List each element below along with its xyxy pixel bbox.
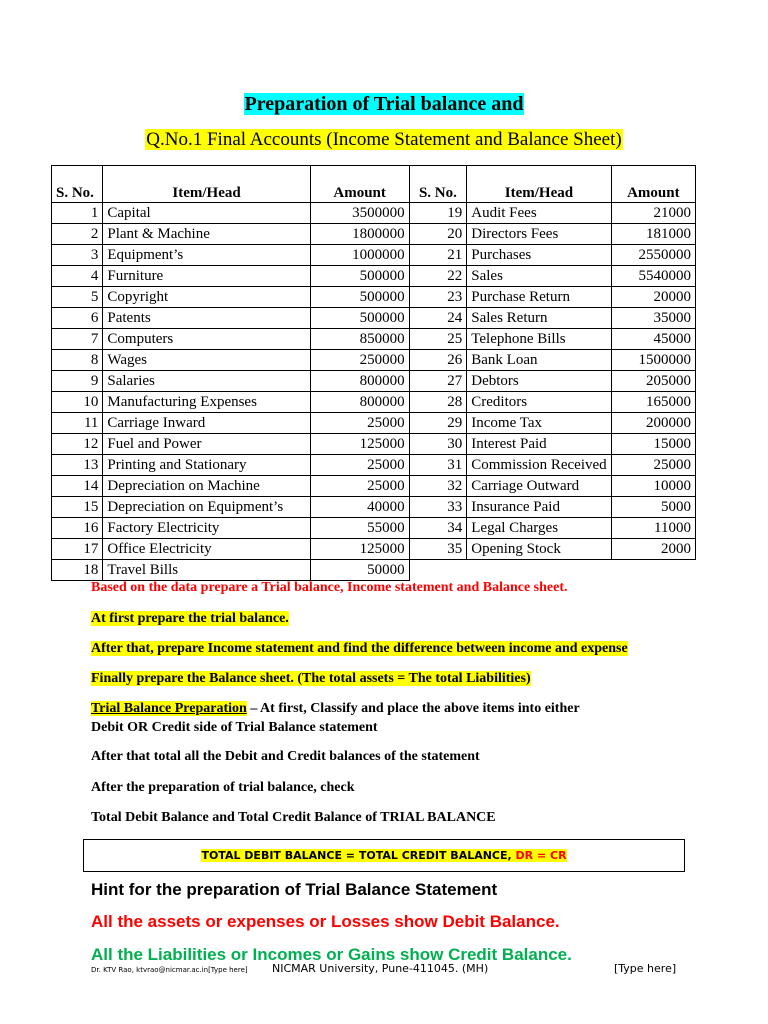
- table-row: [52, 476, 696, 497]
- cell-item: Travel Bills: [103, 560, 310, 581]
- footer-right: [Type here]: [614, 962, 677, 975]
- cell-amount: 5540000: [611, 266, 695, 287]
- cell-sno: 28: [409, 392, 467, 413]
- cell-item: Creditors: [467, 392, 611, 413]
- table-row: [52, 287, 696, 308]
- instruction-line-5-continued: Debit OR Credit side of Trial Balance statement: [91, 720, 378, 735]
- cell-item: Wages: [103, 350, 310, 371]
- instruction-line-2: At first prepare the trial balance.: [91, 611, 289, 626]
- cell-item: Commission Received: [467, 455, 611, 476]
- cell-sno: 35: [409, 539, 467, 560]
- table-row: [52, 392, 696, 413]
- cell-amount: [611, 560, 695, 581]
- cell-sno: 21: [409, 245, 467, 266]
- hint-credit: All the Liabilities or Incomes or Gains show Credit Balance.: [91, 945, 572, 964]
- cell-item: Audit Fees: [467, 203, 611, 224]
- cell-item: Plant & Machine: [103, 224, 310, 245]
- cell-sno: 34: [409, 518, 467, 539]
- table-header-row: [52, 166, 696, 203]
- cell-item: Sales: [467, 266, 611, 287]
- cell-amount: 165000: [611, 392, 695, 413]
- items-table: [51, 165, 696, 581]
- cell-amount: 800000: [310, 392, 409, 413]
- cell-amount: 1000000: [310, 245, 409, 266]
- cell-amount: 500000: [310, 308, 409, 329]
- header-sno-1: S. No.: [52, 166, 103, 203]
- table-row: [52, 203, 696, 224]
- cell-sno: 14: [52, 476, 103, 497]
- cell-sno: 8: [52, 350, 103, 371]
- cell-sno: 11: [52, 413, 103, 434]
- hint-heading: Hint for the preparation of Trial Balance Statement: [91, 880, 498, 899]
- instruction-line-8: Total Debit Balance and Total Credit Balance of TRIAL BALANCE: [91, 810, 496, 825]
- cell-amount: 850000: [310, 329, 409, 350]
- cell-sno: 7: [52, 329, 103, 350]
- instruction-line-6: After that total all the Debit and Credit balances of the statement: [91, 749, 480, 764]
- cell-item: Capital: [103, 203, 310, 224]
- cell-item: Factory Electricity: [103, 518, 310, 539]
- cell-item: Office Electricity: [103, 539, 310, 560]
- dr-cr-abbr: DR = CR: [515, 849, 567, 862]
- table-row: [52, 245, 696, 266]
- cell-item: Sales Return: [467, 308, 611, 329]
- table-row: [52, 455, 696, 476]
- cell-sno: 10: [52, 392, 103, 413]
- cell-sno: 17: [52, 539, 103, 560]
- cell-amount: 25000: [611, 455, 695, 476]
- cell-sno: 24: [409, 308, 467, 329]
- cell-item: Legal Charges: [467, 518, 611, 539]
- cell-sno: 5: [52, 287, 103, 308]
- footer-center: NICMAR University, Pune-411045. (MH): [272, 962, 489, 975]
- cell-sno: 22: [409, 266, 467, 287]
- cell-amount: 500000: [310, 266, 409, 287]
- cell-item: Manufacturing Expenses: [103, 392, 310, 413]
- cell-sno: 31: [409, 455, 467, 476]
- table-row: [52, 371, 696, 392]
- cell-amount: 2000: [611, 539, 695, 560]
- cell-amount: 800000: [310, 371, 409, 392]
- table-row: [52, 560, 696, 581]
- cell-sno: 16: [52, 518, 103, 539]
- cell-amount: 11000: [611, 518, 695, 539]
- cell-item: Depreciation on Equipment’s: [103, 497, 310, 518]
- cell-sno: 27: [409, 371, 467, 392]
- header-sno-2: S. No.: [409, 166, 467, 203]
- cell-sno: 12: [52, 434, 103, 455]
- cell-amount: 55000: [310, 518, 409, 539]
- cell-sno: 15: [52, 497, 103, 518]
- cell-amount: 2550000: [611, 245, 695, 266]
- cell-item: Purchase Return: [467, 287, 611, 308]
- cell-sno: 29: [409, 413, 467, 434]
- header-item-1: Item/Head: [103, 166, 310, 203]
- cell-amount: 500000: [310, 287, 409, 308]
- cell-sno: 6: [52, 308, 103, 329]
- cell-sno: 26: [409, 350, 467, 371]
- cell-sno: 20: [409, 224, 467, 245]
- footer-left: Dr. KTV Rao, ktvrao@nicmar.ac.in[Type here]: [91, 966, 248, 974]
- hint-debit: All the assets or expenses or Losses show Debit Balance.: [91, 912, 560, 931]
- table-row: [52, 266, 696, 287]
- cell-item: Carriage Inward: [103, 413, 310, 434]
- cell-amount: 25000: [310, 476, 409, 497]
- cell-item: Carriage Outward: [467, 476, 611, 497]
- cell-sno: 32: [409, 476, 467, 497]
- cell-sno: 18: [52, 560, 103, 581]
- cell-amount: 21000: [611, 203, 695, 224]
- cell-item: Depreciation on Machine: [103, 476, 310, 497]
- cell-sno: 9: [52, 371, 103, 392]
- cell-amount: 25000: [310, 413, 409, 434]
- cell-sno: 23: [409, 287, 467, 308]
- cell-item: Debtors: [467, 371, 611, 392]
- cell-item: Fuel and Power: [103, 434, 310, 455]
- table-row: [52, 413, 696, 434]
- cell-sno: [409, 560, 467, 581]
- cell-amount: 205000: [611, 371, 695, 392]
- table-row: [52, 308, 696, 329]
- table-row: [52, 518, 696, 539]
- cell-item: Furniture: [103, 266, 310, 287]
- table-row: [52, 350, 696, 371]
- instruction-line-4: Finally prepare the Balance sheet. (The total assets = The total Liabilities): [91, 671, 531, 686]
- header-amount-2: Amount: [611, 166, 695, 203]
- cell-amount: 200000: [611, 413, 695, 434]
- cell-item: Telephone Bills: [467, 329, 611, 350]
- instruction-line-3: After that, prepare Income statement and find the difference between income and expense: [91, 641, 628, 656]
- cell-sno: 33: [409, 497, 467, 518]
- cell-item: Patents: [103, 308, 310, 329]
- cell-item: Interest Paid: [467, 434, 611, 455]
- cell-amount: 40000: [310, 497, 409, 518]
- cell-amount: 25000: [310, 455, 409, 476]
- dr-cr-box-text: TOTAL DEBIT BALANCE = TOTAL CREDIT BALANCE,: [201, 849, 516, 862]
- instruction-line-5: Trial Balance Preparation – At first, Classify and place the above items into either: [91, 701, 580, 716]
- cell-amount: 20000: [611, 287, 695, 308]
- cell-sno: 30: [409, 434, 467, 455]
- cell-amount: 1800000: [310, 224, 409, 245]
- cell-sno: 1: [52, 203, 103, 224]
- cell-item: Purchases: [467, 245, 611, 266]
- cell-amount: 125000: [310, 434, 409, 455]
- document-subtitle: Q.No.1 Final Accounts (Income Statement and Balance Sheet): [146, 129, 622, 150]
- table-row: [52, 329, 696, 350]
- cell-sno: 25: [409, 329, 467, 350]
- cell-amount: 10000: [611, 476, 695, 497]
- dr-cr-box: [83, 839, 685, 872]
- cell-item: Opening Stock: [467, 539, 611, 560]
- cell-sno: 13: [52, 455, 103, 476]
- cell-item: Directors Fees: [467, 224, 611, 245]
- cell-amount: 5000: [611, 497, 695, 518]
- cell-sno: 2: [52, 224, 103, 245]
- cell-item: Insurance Paid: [467, 497, 611, 518]
- cell-item: Copyright: [103, 287, 310, 308]
- instruction-line-1: Based on the data prepare a Trial balance, Income statement and Balance sheet.: [91, 580, 568, 595]
- cell-amount: 181000: [611, 224, 695, 245]
- cell-amount: 45000: [611, 329, 695, 350]
- header-amount-1: Amount: [310, 166, 409, 203]
- cell-item: Income Tax: [467, 413, 611, 434]
- cell-amount: 3500000: [310, 203, 409, 224]
- table-row: [52, 434, 696, 455]
- cell-item: Bank Loan: [467, 350, 611, 371]
- cell-item: [467, 560, 611, 581]
- cell-sno: 3: [52, 245, 103, 266]
- cell-amount: 50000: [310, 560, 409, 581]
- header-item-2: Item/Head: [467, 166, 611, 203]
- table-row: [52, 497, 696, 518]
- instruction-line-7: After the preparation of trial balance, check: [91, 780, 355, 795]
- cell-item: Computers: [103, 329, 310, 350]
- table-row: [52, 224, 696, 245]
- cell-amount: 250000: [310, 350, 409, 371]
- cell-sno: 19: [409, 203, 467, 224]
- cell-amount: 125000: [310, 539, 409, 560]
- cell-amount: 35000: [611, 308, 695, 329]
- cell-item: Salaries: [103, 371, 310, 392]
- table-row: [52, 539, 696, 560]
- cell-amount: 15000: [611, 434, 695, 455]
- document-title: Preparation of Trial balance and: [244, 93, 524, 115]
- cell-sno: 4: [52, 266, 103, 287]
- cell-amount: 1500000: [611, 350, 695, 371]
- cell-item: Printing and Stationary: [103, 455, 310, 476]
- cell-item: Equipment’s: [103, 245, 310, 266]
